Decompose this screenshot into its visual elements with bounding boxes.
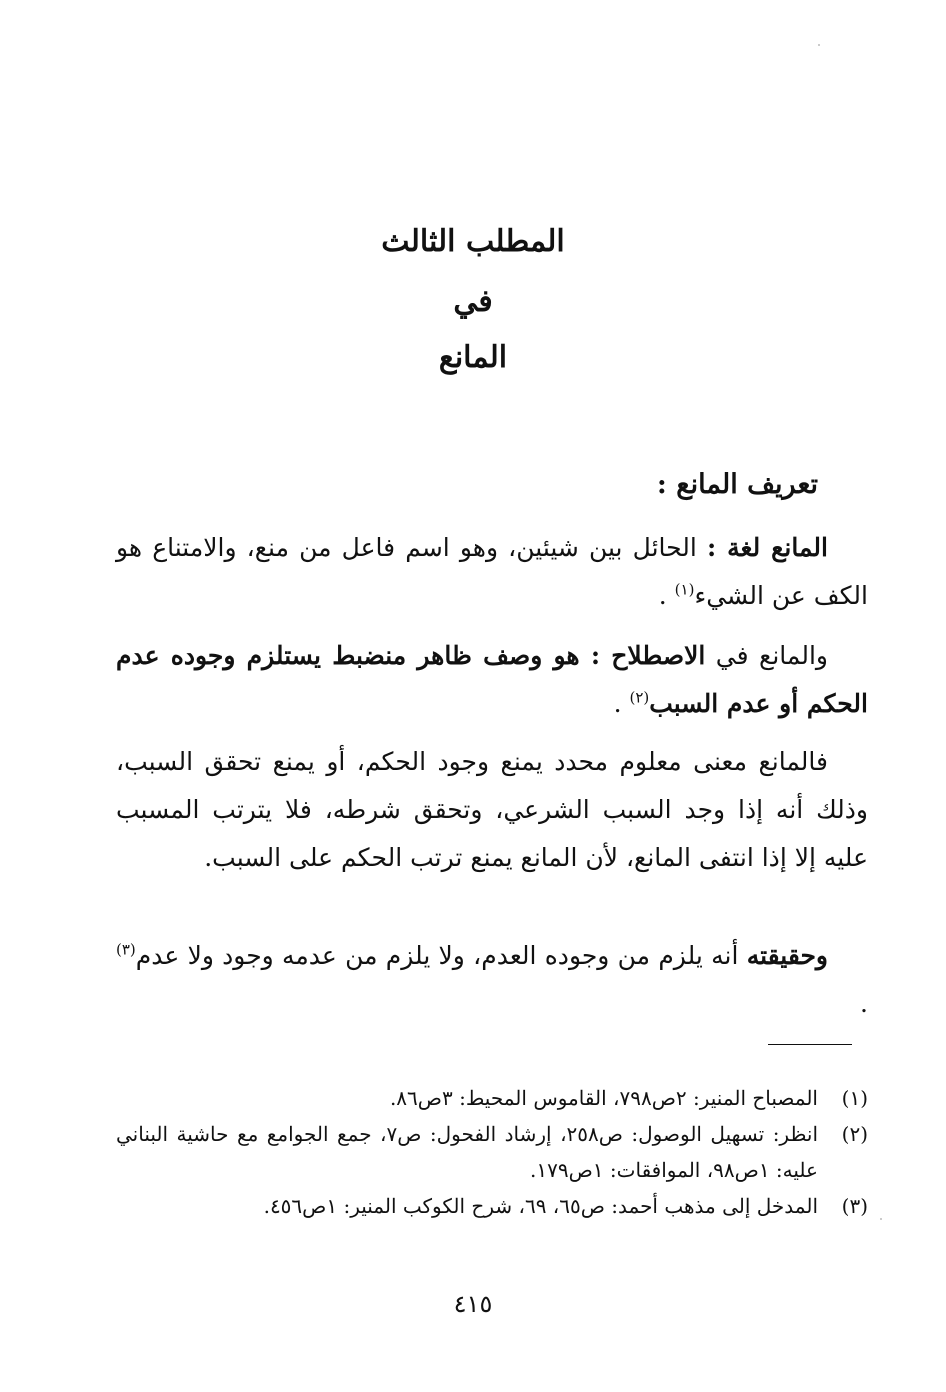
paragraph-bold-term: وحقيقته — [746, 941, 828, 970]
footnote-separator — [768, 1044, 852, 1045]
footnote-text: المصباح المنير: ٢ص٧٩٨، القاموس المحيط: ٣ص٨٦. — [389, 1086, 818, 1110]
footnotes — [116, 1080, 868, 1224]
paragraph-text: الحائل بين شيئين، وهو اسم فاعل من منع، والامتناع هو الكف عن الشيء — [116, 533, 868, 610]
paragraph-text: فالمانع معنى معلوم محدد يمنع وجود الحكم، أو يمنع تحقق السبب، وذلك أنه إذا وجد السبب الشرعي، وتحقق شرطه، فلا يترتب المسبب عليه إلا إذا انتفى المانع، لأن المانع يمنع ترتب الحكم على السبب. — [116, 747, 868, 872]
scan-speck — [818, 44, 820, 46]
paragraph-explanation — [116, 738, 868, 882]
paragraph-lead: والمانع في — [705, 641, 828, 670]
paragraph-end: . — [658, 581, 675, 610]
footnote-reference: (٢) — [629, 688, 650, 707]
paragraph-linguistic-definition — [116, 524, 868, 620]
footnote-text: انظر: تسهيل الوصول: ص٢٥٨، إرشاد الفحول: ص٧، جمع الجوامع مع حاشية البناني عليه: ١ص٩٨، الموافقات: ١ص١٧٩. — [116, 1122, 818, 1182]
paragraph-end: . — [613, 689, 630, 718]
footnote-number: (٣) — [841, 1194, 868, 1218]
paragraph-essence — [116, 932, 868, 1028]
chapter-heading-line-3: المانع — [438, 340, 508, 375]
footnote-text: المدخل إلى مذهب أحمد: ص٦٥، ٦٩، شرح الكوكب المنير: ١ص٤٥٦. — [263, 1194, 818, 1218]
footnote-item — [116, 1116, 868, 1188]
paragraph-technical-definition — [116, 632, 868, 728]
scan-speck — [880, 1218, 882, 1220]
section-title: تعريف المانع : — [656, 469, 818, 500]
chapter-heading-line-1: المطلب الثالث — [381, 224, 565, 259]
footnote-item — [116, 1188, 868, 1224]
footnote-reference: (٣) — [116, 940, 136, 959]
paragraph-bold-definition: الاصطلاح : هو وصف ظاهر منضبط يستلزم وجوده عدم الحكم أو عدم السبب — [116, 641, 868, 718]
footnote-reference: (١) — [674, 580, 695, 599]
footnote-number: (٢) — [841, 1122, 868, 1146]
chapter-heading-line-2: في — [453, 284, 493, 319]
paragraph-end: . — [860, 989, 868, 1018]
page-number: ٤١٥ — [453, 1290, 493, 1318]
footnote-item — [116, 1080, 868, 1116]
paragraph-text: أنه يلزم من وجوده العدم، ولا يلزم من عدمه وجود ولا عدم — [135, 941, 747, 970]
paragraph-bold-term: المانع لغة : — [707, 533, 828, 562]
footnote-number: (١) — [841, 1086, 868, 1110]
